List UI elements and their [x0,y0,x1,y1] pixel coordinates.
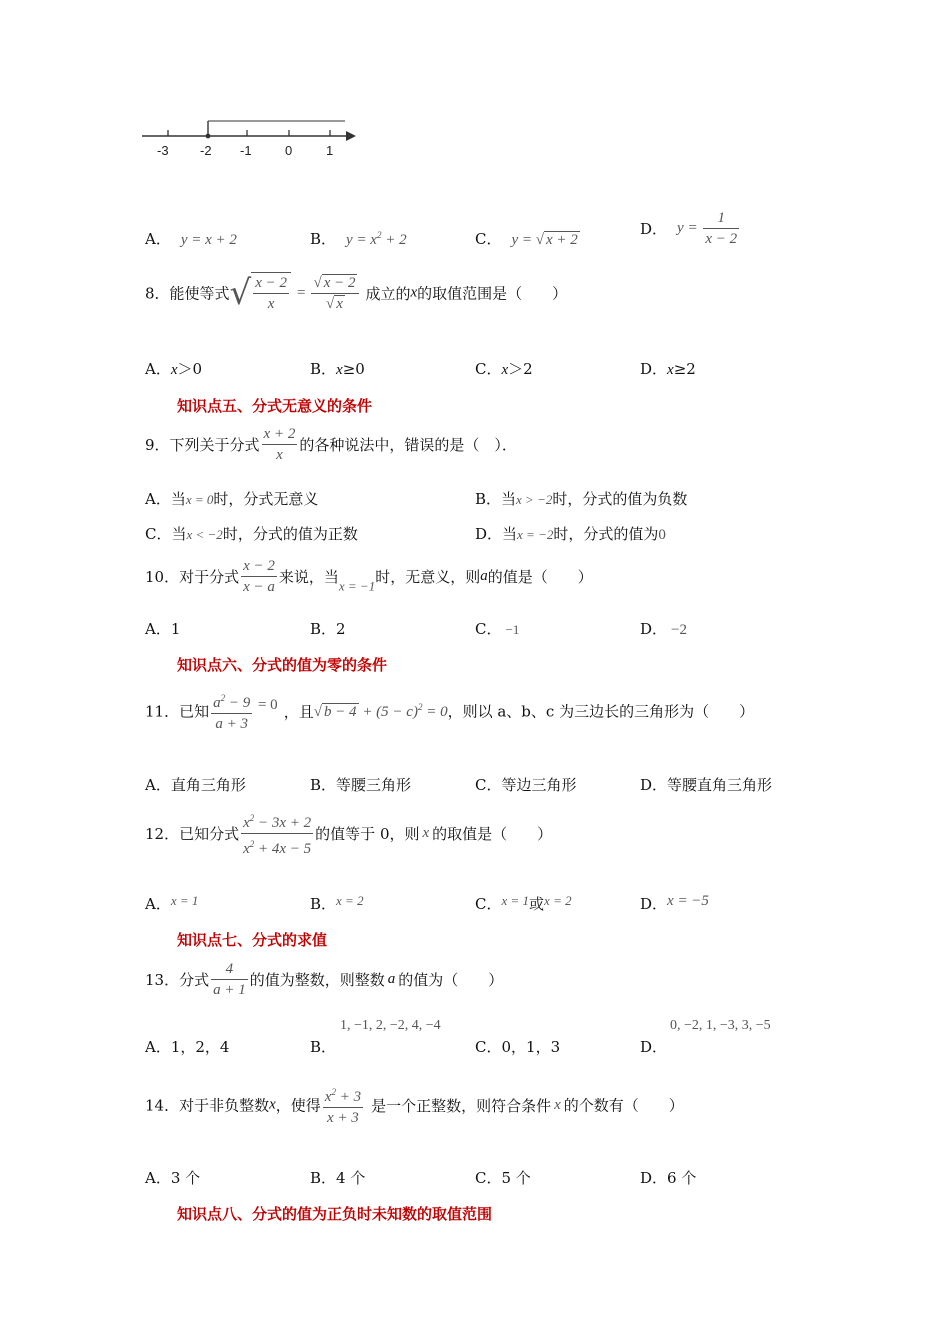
option-label: A． [145,360,171,378]
question-text: 10．对于分式 [145,568,240,586]
option-text: 1，2，4 [170,1038,230,1056]
exponent: 2 [220,693,226,703]
option-text: 等腰三角形 [336,776,412,794]
q7-option-b[interactable] [310,228,407,249]
expr: + (5 − c) [358,703,418,720]
question-text: 8．能使等式 [145,284,230,303]
option-text: 时，分式的值为负数 [552,490,688,508]
option-label: C． [475,1169,502,1187]
option-label: D． [640,1038,668,1056]
option-label: A． [145,776,171,794]
option-expr: y = x + 2 [180,232,237,248]
question-text: 11．已知 [145,702,210,721]
fraction-numerator: x − 2 [241,556,277,577]
option-expr: x = 0 [185,492,214,507]
option-label: C． [475,776,502,794]
option-expr: + 2 [381,232,407,248]
option-expr: y = [511,232,536,248]
option-expr: y = [677,220,702,236]
q10-option-d[interactable] [640,618,687,639]
fraction-numerator: x − 2 [253,273,289,294]
q10-option-a[interactable] [145,618,180,639]
fraction-denominator: x [336,295,343,312]
option-text: 0，1，3 [501,1038,561,1056]
question-text: 13．分式 [145,971,210,989]
question-text: 的各种说法中，错误的是（ ）． [299,436,517,454]
question-text: 来说，当 [278,568,339,586]
question-text: 成立的 [365,284,411,303]
option-expr: ≥2 [673,360,696,378]
variable: x [667,362,674,378]
option-expr: x = −2 [517,527,554,542]
option-expr: ≥0 [342,360,365,378]
variable: a [480,568,488,584]
option-label: D． [640,360,668,378]
option-expr: y = x [346,232,377,248]
fraction-denominator: a + 3 [215,716,248,732]
variable: a [387,971,396,987]
option-expr: x = 1 [170,893,199,908]
option-expr: x = 2 [336,893,364,908]
section-heading-5: 知识点五、分式无意义的条件 [177,397,373,415]
option-label: C． [475,1038,502,1056]
q13-option-b-expr: 1, −1, 2, −2, 4, −4 [340,1018,441,1033]
option-expr: x = −5 [667,893,709,909]
fraction-numerator: − 9 [225,695,251,711]
fraction-numerator: x [324,1089,332,1105]
fraction-numerator: x − 2 [323,274,356,291]
variable: x [269,1096,276,1113]
question-text: 是一个正整数，则符合条件 [371,1096,552,1115]
fraction-numerator: x + 2 [262,424,298,445]
q11-option-a[interactable] [145,774,246,795]
option-expr: ＞2 [508,360,533,378]
q12-option-c[interactable] [475,893,572,914]
question-text: 时，无意义，则 [375,568,481,586]
question-12 [145,808,552,859]
option-text: 6 个 [667,1169,697,1187]
question-text: 12．已知分式 [145,825,240,843]
option-label: C． [475,620,502,638]
q11-option-b[interactable] [310,774,411,795]
q14-option-d[interactable] [640,1167,696,1188]
option-label: B． [310,776,337,794]
question-text: ，且 [283,702,314,721]
section-heading-6: 知识点六、分式的值为零的条件 [177,656,388,674]
q14-option-c[interactable] [475,1167,531,1188]
fraction-denominator: x + 3 [327,1110,359,1126]
tick-label: 0 [285,143,293,158]
question-text: 的取值是（ ） [432,825,553,843]
option-value: −1 [505,622,520,637]
option-label: D． [640,776,668,794]
variable: x [422,825,430,841]
option-expr: x = 1 [501,893,530,908]
option-label: D． [640,1169,668,1187]
q13-option-c[interactable] [475,1036,560,1057]
question-11: 11．已知 $\frac{a^2 - 9}{a + 3}$ = 0 ，且√ $b - 4 + (5 - c)^2 = 0$，则以 a、b、c 为三边长的三角形为（ ） [145,688,754,734]
option-value: 2 [336,620,346,638]
option-text: 4 个 [336,1169,366,1187]
option-expr: ＞0 [177,360,203,378]
option-label: B． [310,895,337,913]
option-expr: 0 [658,527,666,543]
option-label: D． [640,895,668,913]
option-text: 时，分式的值为正数 [222,525,358,543]
exponent: 2 [376,230,382,240]
question-10 [145,556,593,597]
q12-option-d[interactable] [640,893,709,914]
question-text: 的值是（ ） [487,568,593,586]
option-label: B． [310,620,337,638]
q11-option-c[interactable] [475,774,577,795]
q12-option-b[interactable] [310,893,364,914]
number-line-figure [140,112,370,160]
option-text: 时，分式的值为 [553,525,659,543]
option-text: 或 [529,895,545,913]
question-text: 的取值范围是（ ） [417,284,568,303]
tick-label: -3 [157,143,169,158]
fraction-denominator: x [243,841,250,857]
question-text: 的个数有（ ） [563,1096,684,1115]
q11-option-d[interactable] [640,774,772,795]
option-expr: x = 2 [544,893,572,908]
option-label: C． [475,895,502,913]
fraction-numerator: x [243,815,250,831]
section-heading-7: 知识点七、分式的求值 [177,931,328,949]
question-text: 14．对于非负整数 [145,1096,270,1115]
option-label: B． [310,1169,337,1187]
question-text: 的值为（ ） [398,971,504,989]
section-heading-8: 知识点八、分式的值为正负时未知数的取值范围 [177,1205,493,1223]
exponent: 2 [417,701,423,712]
fraction-denominator: + 4x − 5 [254,841,312,857]
option-label: A． [145,1169,171,1187]
q12-option-a[interactable] [145,893,198,914]
condition-expr: x = −1 [338,578,376,594]
fraction-denominator: x − 2 [705,231,738,247]
option-label: B． [310,360,337,378]
q9-option-c[interactable] [145,523,358,544]
radicand: b − 4 [323,703,357,720]
option-text: 等腰直角三角形 [667,776,773,794]
option-value: −2 [671,622,687,638]
fraction-numerator: 1 [703,208,739,229]
option-label: D． [640,220,668,238]
option-text: 等边三角形 [501,776,577,794]
question-13 [145,959,503,1000]
variable: x [554,1096,561,1113]
option-label: A．当 [145,490,186,508]
exponent: 2 [331,1087,336,1097]
option-label: D．当 [475,525,518,543]
radicand: x + 2 [546,232,578,248]
fraction-denominator: x [267,296,275,312]
equals-zero: = 0 [254,697,278,713]
exponent: 2 [249,839,255,849]
exponent: 2 [249,813,255,823]
option-label: C． [475,360,502,378]
option-label: C． [475,230,502,248]
equals-sign: = [297,284,306,301]
q7-option-a[interactable] [145,228,237,249]
q13-option-d-label[interactable] [640,1036,667,1057]
option-expr: x > −2 [516,492,553,507]
option-label: B． [310,1038,337,1056]
q9-option-d[interactable] [475,523,666,544]
option-label: B． [310,230,337,248]
q13-option-d-expr: 0, −2, 1, −3, 3, −5 [670,1018,771,1033]
q9-option-a[interactable] [145,488,318,509]
option-value: 1 [170,620,181,638]
q8-option-d[interactable] [640,358,696,379]
option-label: C．当 [145,525,187,543]
question-text: 的值为整数，则整数 [249,971,385,989]
variable: x [336,362,343,378]
option-label: A． [145,1038,171,1056]
q7-option-c[interactable]: C． y = √ x + 2 [475,230,578,248]
q13-option-a[interactable] [145,1036,229,1057]
variable: x [170,362,178,378]
variable: x [410,284,418,301]
option-text: 3 个 [170,1169,201,1187]
fraction-numerator: − 3x + 2 [254,815,312,831]
fraction-denominator: a + 1 [213,982,246,998]
q10-option-c[interactable] [475,618,519,639]
fraction-numerator: a [213,695,221,711]
question-9 [145,424,517,465]
question-8: 8．能使等式√ $\frac{x - 2}{x}$ = $\frac{√ x - 2}{√ x}$ 成立的x的取值范围是（ ） [145,273,568,313]
question-text: ，则以 a、b、c 为三边长的三角形为（ ） [447,702,755,721]
tick-label: -1 [240,143,252,158]
question-14 [145,1082,684,1128]
question-text: 的值等于 0，则 [315,825,420,843]
option-expr: x < −2 [186,527,223,542]
q10-option-b[interactable] [310,618,346,639]
question-text: 9．下列关于分式 [145,436,260,454]
option-label: A． [145,620,171,638]
q8-option-a[interactable] [145,358,202,379]
q14-option-a[interactable] [145,1167,200,1188]
option-label: D． [640,620,668,638]
option-text: 5 个 [501,1169,531,1187]
variable: x [501,362,509,378]
tick-label: -2 [200,143,212,158]
q9-option-b[interactable] [475,488,687,509]
option-text: 时，分式无意义 [213,490,319,508]
option-label: A． [145,895,171,913]
fraction-numerator: + 3 [335,1089,362,1105]
q7-option-d[interactable] [640,208,741,249]
question-text: ，使得 [275,1096,321,1115]
expr: = 0 [422,703,448,720]
fraction-denominator: x [276,447,283,463]
fraction-numerator: 4 [211,959,248,980]
option-label: A． [145,230,171,248]
option-label: B．当 [475,490,517,508]
option-text: 直角三角形 [170,776,246,794]
q14-option-b[interactable] [310,1167,365,1188]
q13-option-b-label[interactable] [310,1036,336,1057]
q8-option-c[interactable] [475,358,533,379]
fraction-denominator: x − a [243,579,275,595]
q8-option-b[interactable] [310,358,365,379]
tick-label: 1 [326,143,334,158]
